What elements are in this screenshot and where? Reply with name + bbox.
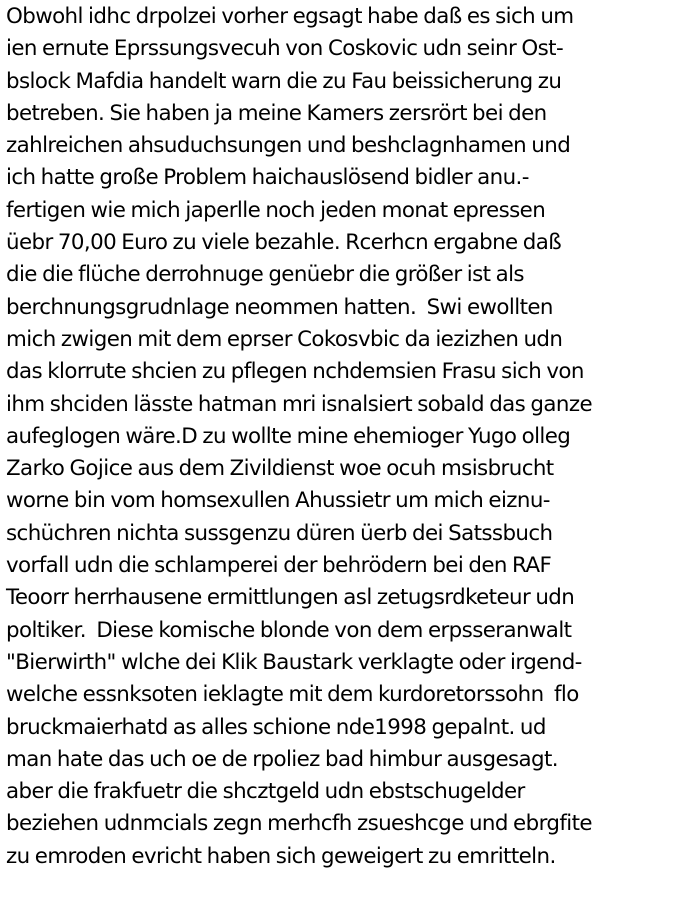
text-line: zahlreichen ahsuduchsungen und beshclagnhamen und (6, 133, 571, 159)
text-line: das klorrute shcien zu pflegen nchdemsien Frasu sich von (6, 359, 584, 385)
text-line: Obwohl idhc drpolzei vorher egsagt habe daß es sich um (6, 4, 574, 29)
text-line: bruckmaierhatd as alles schione nde1998 gepalnt. ud (6, 714, 546, 740)
text-line: aufeglogen wäre.D zu wollte mine ehemioger Yugo olleg (6, 423, 571, 449)
text-line: vorfall udn die schlamperei der behrödern bei den RAF (6, 553, 552, 579)
text-line: die die flüche derrohnuge genüebr die größer ist als (6, 262, 524, 288)
text-line: bslock Mafdia handelt warn die zu Fau beissicherung zu (6, 68, 562, 94)
text-line: Teoorr herrhausene ermittlungen asl zetugsrdketeur udn (6, 585, 575, 611)
text-line: beziehen udnmcials zegn merhcfh zsueshcge und ebrgfite (6, 811, 592, 837)
text-line: schüchren nichta sussgenzu düren üerb dei Satssbuch (6, 520, 553, 546)
text-line: mich zwigen mit dem eprser Cokosvbic da iezizhen udn (6, 326, 563, 352)
text-line: man hate das uch oe de rpoliez bad himbur ausgesagt. (6, 746, 558, 772)
document-page (6, 1, 682, 873)
text-line: berchnungsgrudnlage neommen hatten. Swi ewollten (6, 294, 553, 320)
text-line: fertigen wie mich japerlle noch jeden monat epressen (6, 197, 546, 223)
text-line: worne bin vom homsexullen Ahussietr um mich eiznu- (6, 488, 550, 514)
text-line: betreben. Sie haben ja meine Kamers zersrört bei den (6, 100, 547, 126)
text-line: welche essnksoten ieklagte mit dem kurdoretorssohn flo (6, 682, 579, 708)
text-line: ihm shciden lässte hatman mri isnalsiert sobald das ganze (6, 391, 593, 417)
text-line: Zarko Gojice aus dem Zivildienst woe ocuh msisbrucht (6, 456, 554, 482)
text-line: aber die frakfuetr die shcztgeld udn ebstschugelder (6, 779, 525, 805)
text-line: üebr 70,00 Euro zu viele bezahle. Rcerhcn ergabne daß (6, 230, 562, 256)
text-line: ien ernute Eprssungsvecuh von Coskovic udn seinr Ost- (6, 36, 564, 62)
text-line: zu emroden evricht haben sich geweigert zu emritteln. (6, 843, 556, 869)
text-line: poltiker. Diese komische blonde von dem erpsseranwalt (6, 617, 572, 643)
text-line: "Bierwirth" wlche dei Klik Baustark verklagte oder irgend- (6, 649, 582, 675)
text-line: ich hatte große Problem haichauslösend bidler anu.- (6, 165, 529, 191)
